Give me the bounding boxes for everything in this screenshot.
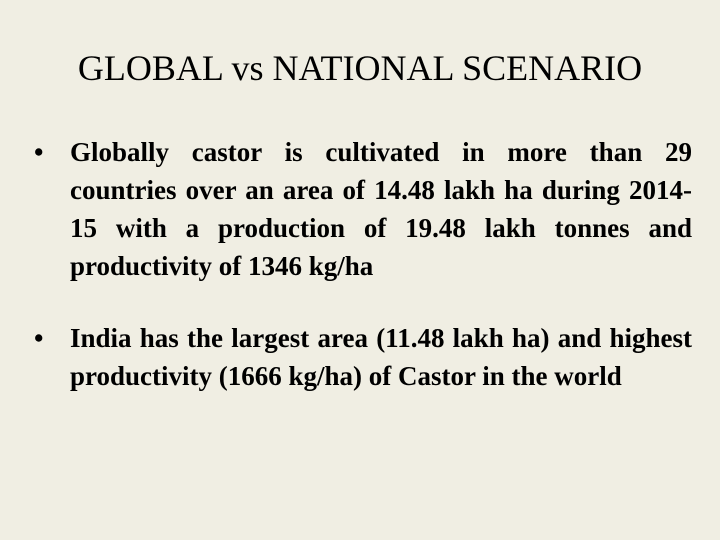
- slide-title: GLOBAL vs NATIONAL SCENARIO: [77, 48, 643, 88]
- bullet-item-global: [30, 133, 692, 285]
- bullet-list: [30, 133, 692, 429]
- bullet-item-india: [30, 319, 692, 395]
- bullet-icon: •: [34, 137, 44, 167]
- bullet-icon: •: [34, 323, 44, 353]
- bullet-text-global: Globally castor is cultivated in more than 29 countries over an area of 14.48 lakh ha during 2014-15 with a production of 19.48 lakh tonnes and productivity of 1346 kg/ha: [70, 137, 692, 281]
- bullet-text-india: India has the largest area (11.48 lakh ha) and highest productivity (1666 kg/ha) of Castor in the world: [70, 323, 692, 391]
